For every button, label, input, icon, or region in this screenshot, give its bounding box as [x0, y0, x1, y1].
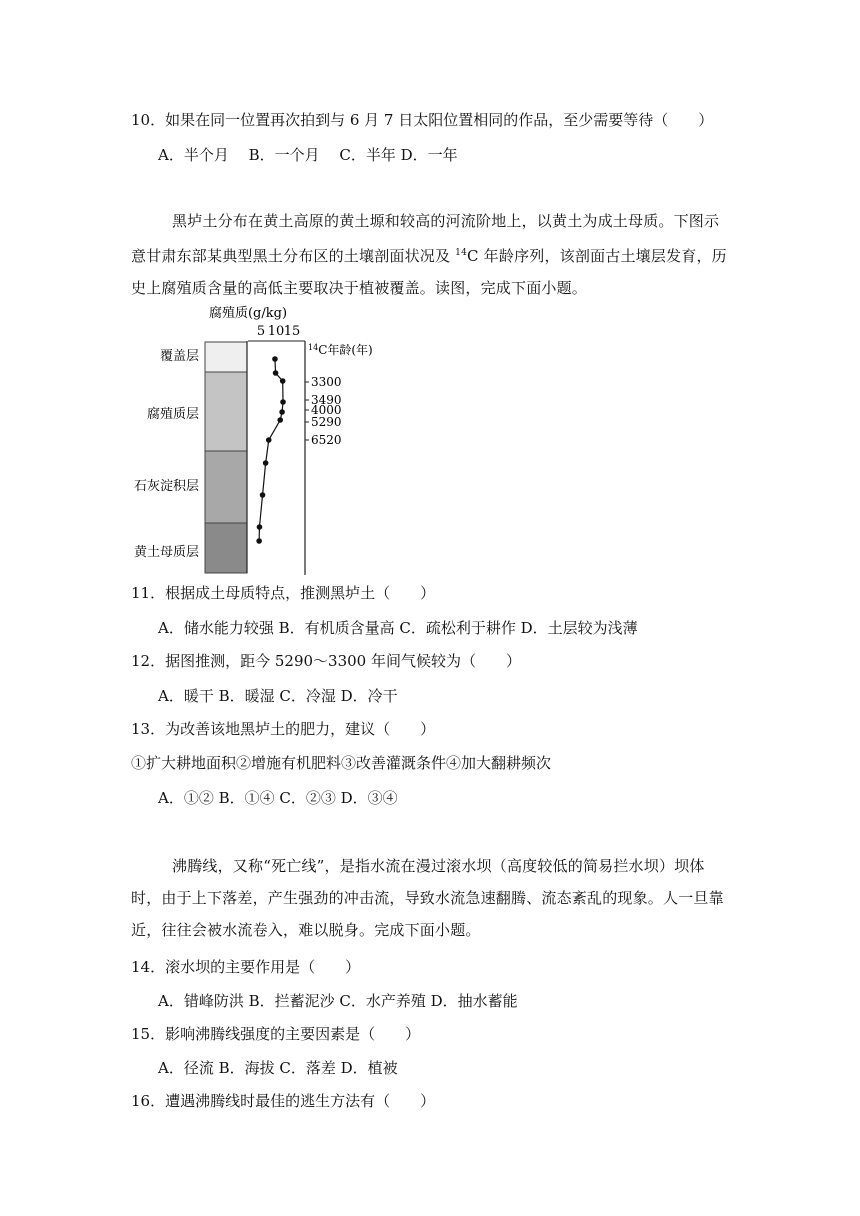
humus-axis-label: 腐殖质(g/kg) [208, 306, 288, 321]
humus-data-point [279, 409, 285, 415]
humus-data-point [280, 378, 286, 384]
humus-series-line [259, 359, 283, 541]
question-12-stem: 12．据图推测，距今 5290～3300 年间气候较为（ ） [131, 652, 521, 670]
humus-data-point [256, 538, 262, 544]
question-13-stem: 13．为改善该地黑垆土的肥力，建议（ ） [131, 720, 436, 738]
layer-label-loess: 黄土母质层 [133, 545, 199, 560]
age-tick-label: 5290 [311, 415, 342, 429]
passage-black-loessial-soil [131, 205, 731, 304]
humus-data-point [280, 399, 286, 405]
layer-lime [205, 451, 247, 523]
passage-2-text: 沸腾线，又称“死亡线”，是指水流在漫过滚水坝（高度较低的简易拦水坝）坝体时，由于上下落差，产生强劲的冲击流，导致水流急速翻腾、流态紊乱的现象。人一旦靠近，往往会被水流卷入，难以脱身。完成下面小题。 [131, 857, 724, 939]
question-14-options: A．错峰防洪 B．拦蓄泥沙 C．水产养殖 D．抽水蓄能 [158, 992, 518, 1010]
layer-label-humus: 腐殖质层 [146, 407, 199, 422]
question-12-options: A．暖干 B．暖湿 C．冷湿 D．冷干 [158, 687, 398, 705]
passage-1-text-b: C 年龄序列，该剖面古土壤层发育，历史上腐殖质含量的高低主要取决于植被覆盖。读图，完成下面小题。 [131, 247, 727, 297]
question-15-options: A．径流 B．海拔 C．落差 D．植被 [158, 1059, 398, 1077]
layer-label-cover: 覆盖层 [159, 349, 199, 364]
age-tick-label: 3300 [311, 375, 342, 389]
layer-label-lime: 石灰淀积层 [133, 479, 199, 494]
humus-data-point [277, 417, 283, 423]
question-10-stem: 10．如果在同一位置再次拍到与 6 月 7 日太阳位置相同的作品，至少需要等待（ ） [131, 111, 714, 129]
passage-1-text-a: 黑垆土分布在黄土高原的黄土塬和较高的河流阶地上，以黄土为成土母质。下图示意甘肃东部某典型黑土分布区的土壤剖面状况及 [131, 212, 720, 265]
humus-data-point [257, 524, 263, 530]
question-10-options: A．半个月 B．一个月 C．半年 D．一年 [158, 146, 458, 164]
age-ticks [305, 375, 342, 447]
humus-tick-10: 10 [267, 324, 285, 339]
humus-data-point [273, 370, 279, 376]
age-tick-label: 3490 [311, 393, 342, 407]
age-axis-label: $^{14}$C年龄(年) [308, 343, 373, 357]
question-14-stem: 14．滚水坝的主要作用是（ ） [131, 958, 361, 976]
humus-tick-15: 15 [283, 324, 301, 339]
question-16-stem: 16．遭遇沸腾线时最佳的逃生方法有（ ） [131, 1092, 436, 1110]
humus-tick-5: 5 [256, 324, 266, 339]
question-13-items: ①扩大耕地面积②增施有机肥料③改善灌溉条件④加大翻耕频次 [131, 754, 552, 772]
question-11-stem: 11．根据成土母质特点，推测黑垆土（ ） [131, 584, 436, 602]
passage-boiling-line [131, 850, 731, 946]
layer-cover [205, 342, 247, 372]
soil-profile-figure [125, 305, 373, 581]
question-13-options: A．①② B．①④ C．②③ D．③④ [158, 789, 398, 807]
question-11-options: A．储水能力较强 B．有机质含量高 C．疏松利于耕作 D．土层较为浅薄 [158, 619, 638, 637]
layer-loess [205, 523, 247, 573]
soil-profile-svg [125, 305, 373, 577]
humus-data-point [266, 437, 272, 443]
age-tick-label: 4000 [311, 403, 342, 417]
age-tick-label: 6520 [311, 433, 342, 447]
humus-data-point [260, 492, 266, 498]
layer-humus [205, 372, 247, 451]
humus-data-point [272, 356, 278, 362]
question-15-stem: 15．影响沸腾线强度的主要因素是（ ） [131, 1025, 421, 1043]
humus-data-point [263, 460, 269, 466]
passage-1-sup: 14 [455, 248, 468, 258]
